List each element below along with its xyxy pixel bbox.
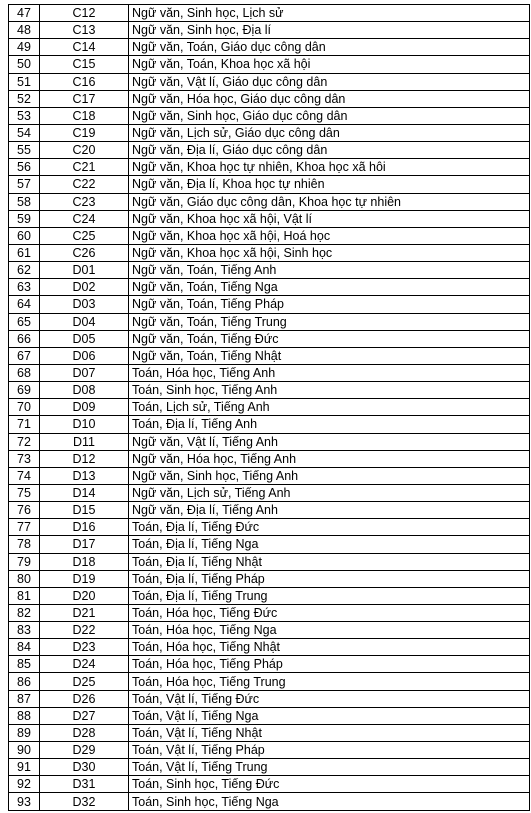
subjects-cell: Ngữ văn, Khoa học xã hội, Sinh học: [129, 244, 530, 261]
combination-code-cell: D07: [40, 364, 129, 381]
table-row: [9, 382, 530, 399]
table-row: [9, 227, 530, 244]
row-number-cell: 57: [9, 176, 40, 193]
subjects-cell: Ngữ văn, Hóa học, Giáo dục công dân: [129, 90, 530, 107]
combination-code-cell: D22: [40, 622, 129, 639]
subjects-cell: Ngữ văn, Vật lí, Giáo dục công dân: [129, 73, 530, 90]
combination-code-cell: D30: [40, 759, 129, 776]
subjects-cell: Ngữ văn, Sinh học, Địa lí: [129, 22, 530, 39]
combination-code-cell: C25: [40, 227, 129, 244]
subjects-cell: Ngữ văn, Vật lí, Tiếng Anh: [129, 433, 530, 450]
combination-code-cell: C24: [40, 210, 129, 227]
row-number-cell: 84: [9, 639, 40, 656]
combination-code-cell: D18: [40, 553, 129, 570]
table-row: [9, 639, 530, 656]
table-row: [9, 124, 530, 141]
combination-code-cell: D17: [40, 536, 129, 553]
combination-code-cell: D13: [40, 467, 129, 484]
subjects-cell: Ngữ văn, Toán, Tiếng Anh: [129, 262, 530, 279]
subjects-cell: Toán, Địa lí, Tiếng Nhật: [129, 553, 530, 570]
table-row: [9, 759, 530, 776]
table-row: [9, 450, 530, 467]
table-row: [9, 39, 530, 56]
row-number-cell: 78: [9, 536, 40, 553]
row-number-cell: 50: [9, 56, 40, 73]
combination-code-cell: D26: [40, 690, 129, 707]
row-number-cell: 55: [9, 142, 40, 159]
table-row: [9, 604, 530, 621]
subjects-cell: Toán, Sinh học, Tiếng Đức: [129, 776, 530, 793]
table-row: [9, 502, 530, 519]
row-number-cell: 77: [9, 519, 40, 536]
subjects-cell: Toán, Địa lí, Tiếng Pháp: [129, 570, 530, 587]
combination-code-cell: C18: [40, 107, 129, 124]
row-number-cell: 58: [9, 193, 40, 210]
subjects-cell: Ngữ văn, Khoa học tự nhiên, Khoa học xã hôi: [129, 159, 530, 176]
subjects-cell: Ngữ văn, Địa lí, Khoa học tự nhiên: [129, 176, 530, 193]
row-number-cell: 48: [9, 22, 40, 39]
row-number-cell: 85: [9, 656, 40, 673]
table-row: [9, 416, 530, 433]
table-row: [9, 159, 530, 176]
combination-code-cell: C20: [40, 142, 129, 159]
row-number-cell: 87: [9, 690, 40, 707]
combination-code-cell: C12: [40, 5, 129, 22]
combination-code-cell: C15: [40, 56, 129, 73]
combination-code-cell: D06: [40, 347, 129, 364]
subjects-cell: Toán, Vật lí, Tiếng Trung: [129, 759, 530, 776]
subjects-cell: Toán, Địa lí, Tiếng Đức: [129, 519, 530, 536]
table-row: [9, 330, 530, 347]
combination-code-cell: D29: [40, 742, 129, 759]
row-number-cell: 93: [9, 793, 40, 810]
table-row: [9, 467, 530, 484]
row-number-cell: 52: [9, 90, 40, 107]
table-row: [9, 399, 530, 416]
table-row: [9, 296, 530, 313]
row-number-cell: 54: [9, 124, 40, 141]
subjects-cell: Ngữ văn, Toán, Khoa học xã hội: [129, 56, 530, 73]
subjects-cell: Toán, Vật lí, Tiếng Đức: [129, 690, 530, 707]
row-number-cell: 83: [9, 622, 40, 639]
subjects-cell: Toán, Vật lí, Tiếng Pháp: [129, 742, 530, 759]
subjects-cell: Ngữ văn, Toán, Giáo dục công dân: [129, 39, 530, 56]
row-number-cell: 69: [9, 382, 40, 399]
subjects-cell: Toán, Sinh học, Tiếng Anh: [129, 382, 530, 399]
combination-code-cell: D19: [40, 570, 129, 587]
table-row: [9, 5, 530, 22]
table-row: [9, 313, 530, 330]
row-number-cell: 92: [9, 776, 40, 793]
row-number-cell: 90: [9, 742, 40, 759]
combination-code-cell: D32: [40, 793, 129, 810]
table-row: [9, 90, 530, 107]
subjects-cell: Ngữ văn, Lịch sử, Giáo dục công dân: [129, 124, 530, 141]
combination-code-cell: D11: [40, 433, 129, 450]
row-number-cell: 49: [9, 39, 40, 56]
row-number-cell: 80: [9, 570, 40, 587]
combination-code-cell: D15: [40, 502, 129, 519]
row-number-cell: 79: [9, 553, 40, 570]
row-number-cell: 68: [9, 364, 40, 381]
row-number-cell: 76: [9, 502, 40, 519]
row-number-cell: 81: [9, 587, 40, 604]
table-row: [9, 433, 530, 450]
row-number-cell: 51: [9, 73, 40, 90]
subjects-cell: Toán, Hóa học, Tiếng Nhật: [129, 639, 530, 656]
subjects-cell: Toán, Địa lí, Tiếng Anh: [129, 416, 530, 433]
table-row: [9, 142, 530, 159]
row-number-cell: 74: [9, 467, 40, 484]
row-number-cell: 86: [9, 673, 40, 690]
table-row: [9, 673, 530, 690]
table-row: [9, 587, 530, 604]
subjects-cell: Toán, Hóa học, Tiếng Trung: [129, 673, 530, 690]
subjects-cell: Toán, Địa lí, Tiếng Nga: [129, 536, 530, 553]
table-row: [9, 724, 530, 741]
combination-code-cell: D14: [40, 484, 129, 501]
subjects-cell: Ngữ văn, Toán, Tiếng Trung: [129, 313, 530, 330]
subjects-cell: Toán, Địa lí, Tiếng Trung: [129, 587, 530, 604]
subjects-cell: Toán, Hóa học, Tiếng Nga: [129, 622, 530, 639]
subjects-cell: Ngữ văn, Địa lí, Giáo dục công dân: [129, 142, 530, 159]
combination-code-cell: D02: [40, 279, 129, 296]
table-row: [9, 73, 530, 90]
table-row: [9, 22, 530, 39]
combination-code-cell: D09: [40, 399, 129, 416]
table-row: [9, 742, 530, 759]
table-row: [9, 570, 530, 587]
table-body: [9, 5, 530, 811]
combination-code-cell: D10: [40, 416, 129, 433]
subjects-cell: Ngữ văn, Sinh học, Lịch sử: [129, 5, 530, 22]
combination-code-cell: D28: [40, 724, 129, 741]
row-number-cell: 64: [9, 296, 40, 313]
subjects-cell: Toán, Hóa học, Tiếng Anh: [129, 364, 530, 381]
combination-code-cell: C22: [40, 176, 129, 193]
combination-code-cell: C14: [40, 39, 129, 56]
subjects-cell: Toán, Sinh học, Tiếng Nga: [129, 793, 530, 810]
table-row: [9, 536, 530, 553]
subjects-cell: Toán, Hóa học, Tiếng Pháp: [129, 656, 530, 673]
combination-code-cell: D27: [40, 707, 129, 724]
combination-code-cell: D05: [40, 330, 129, 347]
table-row: [9, 56, 530, 73]
table-row: [9, 244, 530, 261]
row-number-cell: 91: [9, 759, 40, 776]
table-row: [9, 107, 530, 124]
subjects-cell: Ngữ văn, Sinh học, Giáo dục công dân: [129, 107, 530, 124]
table-row: [9, 347, 530, 364]
row-number-cell: 71: [9, 416, 40, 433]
table-row: [9, 519, 530, 536]
table-row: [9, 707, 530, 724]
row-number-cell: 75: [9, 484, 40, 501]
subjects-cell: Ngữ văn, Khoa học xã hội, Vật lí: [129, 210, 530, 227]
combination-code-cell: C17: [40, 90, 129, 107]
subjects-cell: Toán, Vật lí, Tiếng Nga: [129, 707, 530, 724]
combination-code-cell: C23: [40, 193, 129, 210]
table-row: [9, 210, 530, 227]
table-row: [9, 484, 530, 501]
table-row: [9, 364, 530, 381]
subject-combination-table: [8, 4, 530, 811]
subjects-cell: Ngữ văn, Địa lí, Tiếng Anh: [129, 502, 530, 519]
row-number-cell: 63: [9, 279, 40, 296]
combination-code-cell: C26: [40, 244, 129, 261]
table-row: [9, 279, 530, 296]
subjects-cell: Ngữ văn, Toán, Tiếng Đức: [129, 330, 530, 347]
subjects-cell: Ngữ văn, Lịch sử, Tiếng Anh: [129, 484, 530, 501]
row-number-cell: 89: [9, 724, 40, 741]
table-row: [9, 776, 530, 793]
combination-code-cell: D21: [40, 604, 129, 621]
table-row: [9, 793, 530, 810]
subjects-cell: Ngữ văn, Toán, Tiếng Nhật: [129, 347, 530, 364]
row-number-cell: 72: [9, 433, 40, 450]
combination-code-cell: C16: [40, 73, 129, 90]
row-number-cell: 56: [9, 159, 40, 176]
subjects-cell: Ngữ văn, Khoa học xã hội, Hoá học: [129, 227, 530, 244]
subjects-cell: Ngữ văn, Sinh học, Tiếng Anh: [129, 467, 530, 484]
table-row: [9, 193, 530, 210]
combination-code-cell: D24: [40, 656, 129, 673]
combination-code-cell: D03: [40, 296, 129, 313]
table-row: [9, 553, 530, 570]
row-number-cell: 47: [9, 5, 40, 22]
combination-code-cell: C13: [40, 22, 129, 39]
combination-code-cell: C19: [40, 124, 129, 141]
subjects-cell: Ngữ văn, Toán, Tiếng Nga: [129, 279, 530, 296]
combination-code-cell: D01: [40, 262, 129, 279]
row-number-cell: 62: [9, 262, 40, 279]
subjects-cell: Ngữ văn, Giáo dục công dân, Khoa học tự nhiên: [129, 193, 530, 210]
document-page: [8, 4, 530, 811]
combination-code-cell: C21: [40, 159, 129, 176]
combination-code-cell: D25: [40, 673, 129, 690]
table-row: [9, 690, 530, 707]
subjects-cell: Toán, Hóa học, Tiếng Đức: [129, 604, 530, 621]
combination-code-cell: D04: [40, 313, 129, 330]
row-number-cell: 66: [9, 330, 40, 347]
row-number-cell: 82: [9, 604, 40, 621]
combination-code-cell: D16: [40, 519, 129, 536]
row-number-cell: 73: [9, 450, 40, 467]
table-row: [9, 262, 530, 279]
subjects-cell: Toán, Lịch sử, Tiếng Anh: [129, 399, 530, 416]
row-number-cell: 61: [9, 244, 40, 261]
combination-code-cell: D08: [40, 382, 129, 399]
row-number-cell: 70: [9, 399, 40, 416]
table-row: [9, 622, 530, 639]
combination-code-cell: D31: [40, 776, 129, 793]
row-number-cell: 88: [9, 707, 40, 724]
row-number-cell: 53: [9, 107, 40, 124]
combination-code-cell: D23: [40, 639, 129, 656]
subjects-cell: Ngữ văn, Toán, Tiếng Pháp: [129, 296, 530, 313]
row-number-cell: 59: [9, 210, 40, 227]
subjects-cell: Ngữ văn, Hóa học, Tiếng Anh: [129, 450, 530, 467]
combination-code-cell: D20: [40, 587, 129, 604]
row-number-cell: 65: [9, 313, 40, 330]
subjects-cell: Toán, Vật lí, Tiếng Nhật: [129, 724, 530, 741]
row-number-cell: 67: [9, 347, 40, 364]
row-number-cell: 60: [9, 227, 40, 244]
table-row: [9, 656, 530, 673]
combination-code-cell: D12: [40, 450, 129, 467]
table-row: [9, 176, 530, 193]
